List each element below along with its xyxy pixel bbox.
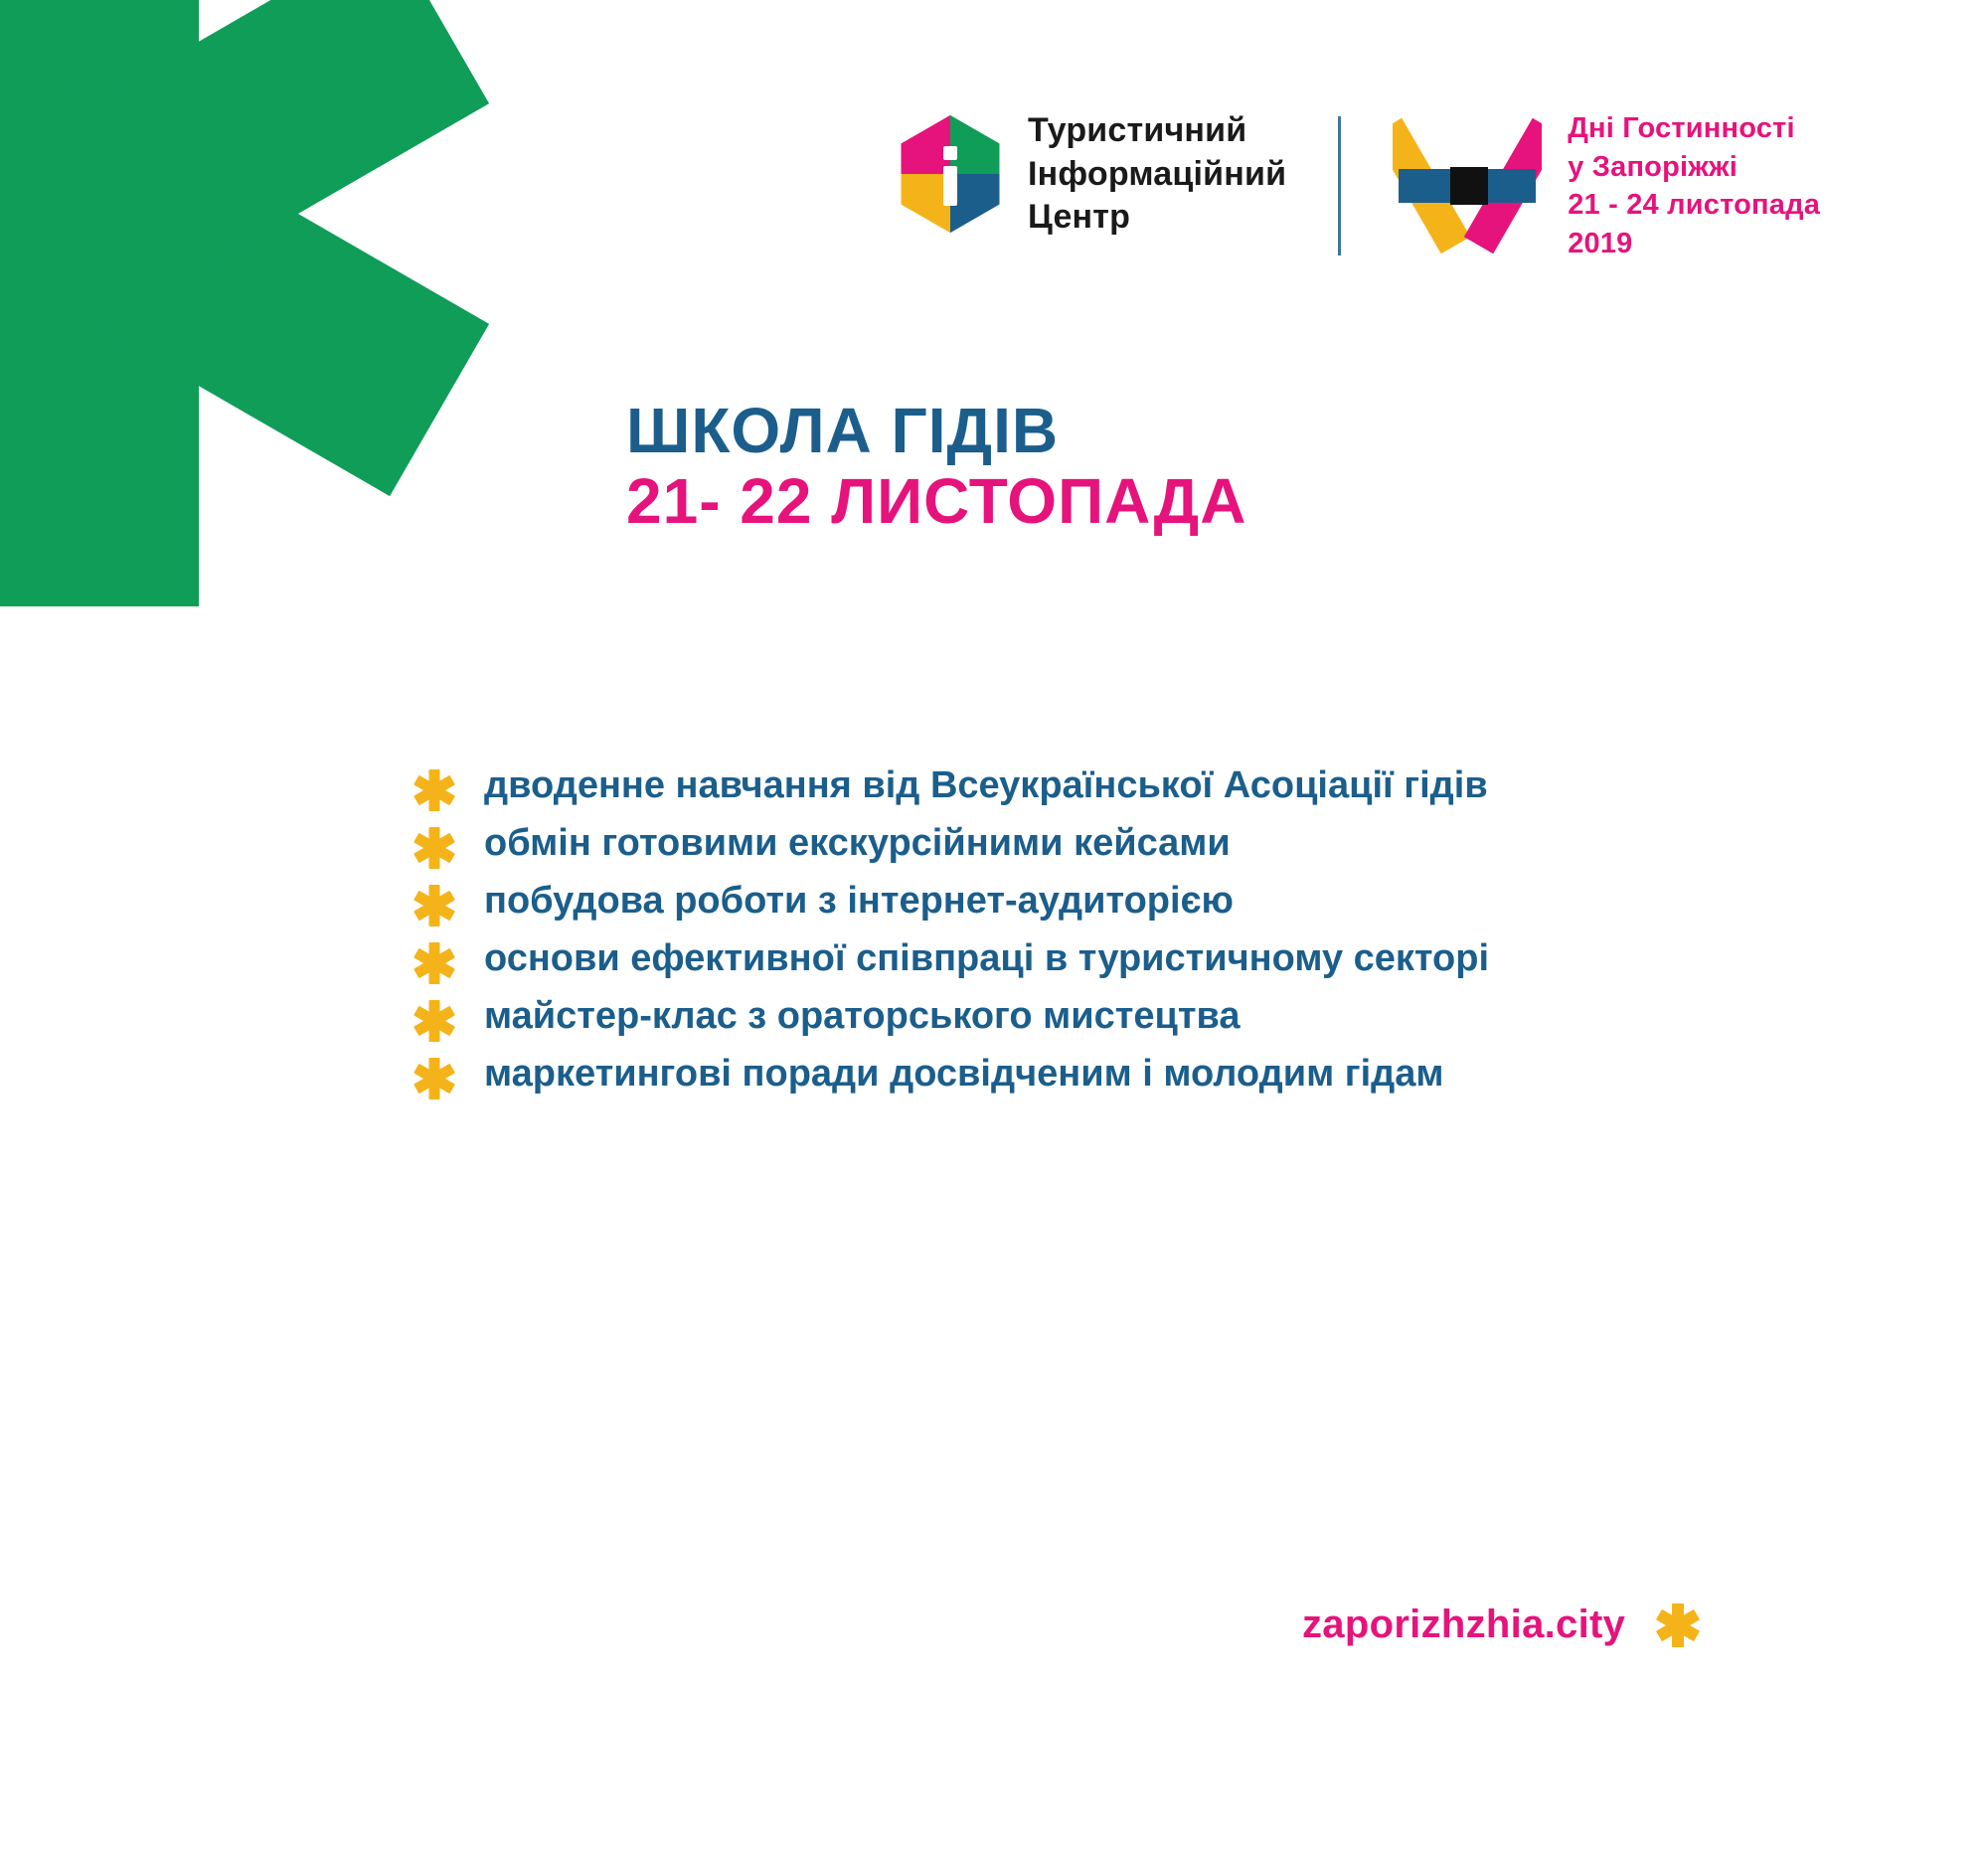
tourist-info-center-logo — [895, 109, 1286, 240]
page-title — [626, 395, 1247, 540]
list-item-label: основи ефективної співпраці в туристичному секторі — [484, 937, 1490, 979]
list-item — [413, 1049, 1824, 1100]
asterisk-bullet-icon — [413, 999, 456, 1043]
asterisk-bullet-icon — [413, 768, 456, 812]
tic-line-1: Туристичний — [1028, 111, 1247, 149]
days-line-4: 2019 — [1568, 227, 1633, 259]
header — [895, 109, 1820, 262]
website-link[interactable]: zaporizhzhia.city — [1302, 1602, 1626, 1646]
hospitality-days-logo — [1393, 109, 1820, 262]
background-asterisk-decoration — [0, 0, 527, 641]
asterisk-bullet-icon — [413, 826, 456, 870]
asterisk-bar — [0, 0, 199, 606]
asterisk-bullet-icon — [413, 1057, 456, 1100]
list-item-label: побудова роботи з інтернет-аудиторією — [484, 880, 1234, 922]
program-list — [413, 760, 1824, 1106]
list-item-label: маркетингові поради досвідченим і молодим гідам — [484, 1053, 1444, 1095]
hexagon-info-icon — [895, 110, 1006, 238]
list-item-label: майстер-клас з ораторського мистецтва — [484, 995, 1241, 1037]
tourist-info-center-name — [1028, 109, 1286, 240]
list-item — [413, 876, 1824, 928]
header-divider — [1338, 116, 1341, 255]
title-dates: 21- 22 ЛИСТОПАДА — [626, 465, 1247, 538]
asterisk-bullet-icon — [413, 884, 456, 928]
title-primary: ШКОЛА ГІДІВ — [626, 395, 1060, 466]
list-item — [413, 933, 1824, 985]
days-line-3: 21 - 24 листопада — [1568, 189, 1821, 222]
list-item — [413, 760, 1824, 812]
list-item — [413, 991, 1824, 1043]
asterisk-bar — [0, 0, 489, 496]
tic-line-3: Центр — [1028, 198, 1131, 237]
list-item-label: дводенне навчання від Всеукраїнської Асоціації гідів — [484, 764, 1488, 806]
list-item — [413, 818, 1824, 870]
tic-line-2: Інформаційний — [1028, 154, 1287, 193]
list-item-label: обмін готовими екскурсійними кейсами — [484, 822, 1231, 864]
days-line-1: Дні Гостинності — [1568, 112, 1795, 144]
footer — [1302, 1601, 1701, 1648]
hospitality-days-text — [1568, 109, 1820, 262]
days-line-2: у Запоріжжі — [1568, 150, 1739, 183]
asterisk-bullet-icon — [413, 941, 456, 985]
cross-mark-icon — [1393, 111, 1542, 260]
asterisk-icon — [1655, 1602, 1701, 1648]
asterisk-bar — [0, 0, 489, 496]
